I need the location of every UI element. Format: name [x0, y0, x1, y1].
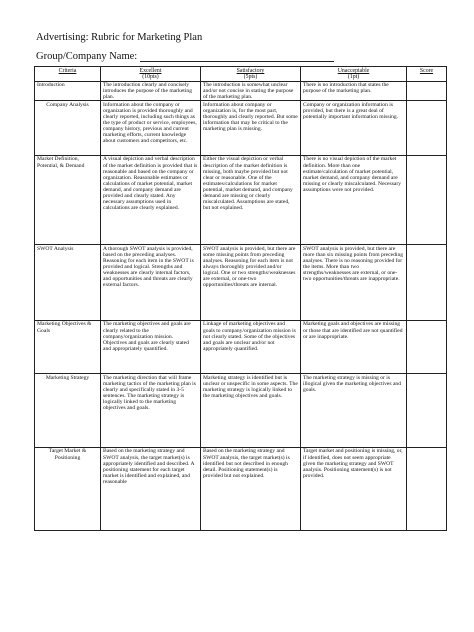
- satisfactory-header: [201, 67, 301, 82]
- score-cell: [407, 81, 447, 101]
- criteria-cell: Introduction: [35, 81, 101, 101]
- criteria-cell: SWOT Analysis: [35, 245, 101, 321]
- satisfactory-header-points: (5pts): [243, 74, 258, 81]
- satisfactory-cell: SWOT analysis is provided, but there are some missing points from preceding analyses. Reasoning for each item is not always thoroughly provided and/or logical. One or two strengths/weaknesses are external, or one-two opportunities/threats are internal.: [201, 245, 301, 321]
- excellent-cell: Information about the company or organization is provided thoroughly and clearly reported, including such things as the type of product or service, employees, company history, previous and current marketing efforts, current knowledge about customers and competitors, etc.: [101, 101, 201, 156]
- unacceptable-cell: The marketing strategy is missing or is illogical given the marketing objectives and goals.: [301, 374, 407, 448]
- satisfactory-header-label: Satisfactory: [236, 68, 265, 74]
- group-name-field: [36, 51, 334, 62]
- rubric-table: [34, 66, 447, 531]
- score-header-label: Score: [419, 68, 434, 74]
- excellent-header-points: (10pts): [142, 74, 159, 81]
- excellent-cell: A visual depiction and verbal description of the market definition is provided that is reasonable and based on the company or organization. Reasonable estimates or calculations of market potential, market demand, and company demand are provided and clearly stated. Any necessary assumptions used in calculations are clearly explained.: [101, 155, 201, 245]
- table-row: [35, 101, 447, 156]
- unacceptable-cell: Target market and positioning is missing, or, if identified, does not seem appropriate given the marketing strategy and SWOT analysis. Positioning statement(s) is not provided.: [301, 447, 407, 531]
- satisfactory-cell: The introduction is somewhat unclear and/or not concise in stating the purpose of the marketing plan.: [201, 81, 301, 101]
- excellent-cell: Based on the marketing strategy and SWOT analysis, the target market(s) is appropriately identified and described. A positioning statement for each target market is identified and explained, and reasonable: [101, 447, 201, 531]
- table-row: [35, 155, 447, 245]
- score-cell: [407, 245, 447, 321]
- score-cell: [407, 374, 447, 448]
- table-row: [35, 320, 447, 374]
- excellent-header: [101, 67, 201, 82]
- criteria-header-label: Criteria: [58, 68, 77, 74]
- criteria-cell: Market Definition, Potential, & Demand: [35, 155, 101, 245]
- satisfactory-cell: Marketing strategy is identified but is unclear or unspecific in some aspects. The marketing strategy is logically linked to the marketing objectives and goals.: [201, 374, 301, 448]
- criteria-cell: Marketing Strategy: [35, 374, 101, 448]
- score-cell: [407, 447, 447, 531]
- unacceptable-cell: There is no visual depiction of the market definition. More than one estimate/calculation of market potential, market demand, and company demand are missing or clearly miscalculated. Necessary assumptions were not provided.: [301, 155, 407, 245]
- group-name-label: Group/Company Name:: [36, 51, 138, 62]
- group-name-underline: [140, 52, 334, 62]
- criteria-cell: Marketing Objectives & Goals: [35, 320, 101, 374]
- score-cell: [407, 320, 447, 374]
- document-title: Advertising: Rubric for Marketing Plan: [36, 32, 203, 43]
- header-row: [35, 67, 447, 82]
- satisfactory-cell: Either the visual depiction or verbal description of the market definition is missing, both maybe provided but not clear or reasonable. One of the estimates/calculations for market potential, market demand, and company demand are missing or clearly miscalculated. Assumptions are stated, but not explained.: [201, 155, 301, 245]
- unacceptable-cell: There is no introduction that states the purpose of the marketing plan.: [301, 81, 407, 101]
- unacceptable-header-points: (1pt): [347, 74, 360, 81]
- table-row: [35, 245, 447, 321]
- table-row: [35, 81, 447, 101]
- excellent-cell: A thorough SWOT analysis is provided, based on the preceding analyses. Reasoning for each item in the SWOT is provided and logical. Strengths and weaknesses are clearly internal factors, and opportunities and threats are clearly external factors.: [101, 245, 201, 321]
- unacceptable-header-label: Unacceptable: [337, 68, 370, 74]
- score-header: [407, 67, 447, 82]
- criteria-cell: Company Analysis: [35, 101, 101, 156]
- satisfactory-cell: Information about company or organization is, for the most part, thoroughly and clearly reported. But some information that may be critical to the marketing plan is missing.: [201, 101, 301, 156]
- unacceptable-header: [301, 67, 407, 82]
- unacceptable-cell: SWOT analysis is provided, but there are more than six missing points from preceding analyses. There is no reasoning provided for the items. More than two strengths/weaknesses are external, or one-two opportunities/threats are inappropriate.: [301, 245, 407, 321]
- unacceptable-cell: Marketing goals and objectives are missing or those that are identified are not quantified or are inappropriate.: [301, 320, 407, 374]
- excellent-cell: The introduction clearly and concisely introduces the purpose of the marketing plan.: [101, 81, 201, 101]
- score-cell: [407, 101, 447, 156]
- unacceptable-cell: Company or organization information is provided, but there is a great deal of potentially important information missing.: [301, 101, 407, 156]
- satisfactory-cell: Linkage of marketing objectives and goals to company/organization mission is not clearly stated. Some of the objectives and goals are unclear and/or not appropriately quantified.: [201, 320, 301, 374]
- table-row: [35, 447, 447, 531]
- excellent-header-label: Excellent: [139, 68, 162, 74]
- criteria-cell: Target Market & Positioning: [35, 447, 101, 531]
- criteria-header: [35, 67, 101, 82]
- score-cell: [407, 155, 447, 245]
- excellent-cell: The marketing direction that will frame marketing tactics of the marketing plan is clearly and specifically stated in 3-5 sentences. The marketing strategy is logically linked to the marketing objectives and goals.: [101, 374, 201, 448]
- satisfactory-cell: Based on the marketing strategy and SWOT analysis, the target market(s) is identified but not described in enough detail. Positioning statement(s) is provided but not explained.: [201, 447, 301, 531]
- excellent-cell: The marketing objectives and goals are clearly related to the company/organization mission. Objectives and goals are clearly stated and appropriately quantified.: [101, 320, 201, 374]
- table-row: [35, 374, 447, 448]
